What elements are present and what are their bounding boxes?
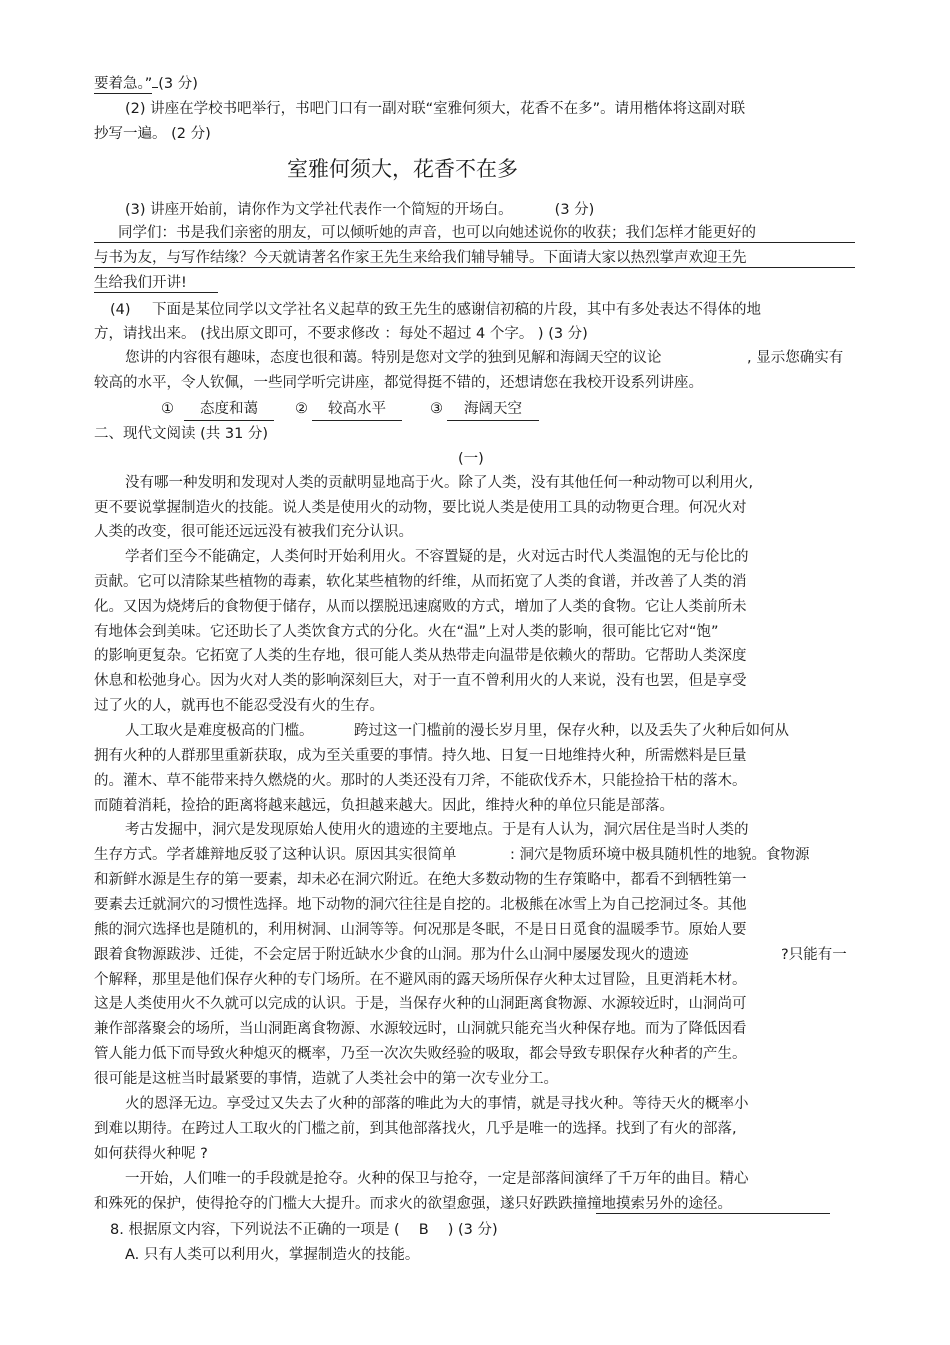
passage-line: 人类的改变，很可能还远远没有被我们充分认识。 [94,524,413,540]
passage-line: 学者们至今不能确定，人类何时开始利用火。不容置疑的是，火对远古时代人类温饱的无与伦比的 [125,549,749,565]
passage-line: 贡献。它可以清除某些植物的毒素，软化某些植物的纤维，从而拓宽了人类的食谱，并改善了人类的消 [94,574,747,590]
passage-line: 一开始，人们唯一的手段就是抢夺。火种的保卫与抢夺，一定是部落间演绎了千万年的曲目。精心 [125,1171,749,1187]
passage-line: 和殊死的保护，使得抢夺的门槛大大提升。而求火的欲望愈强，遂只好跌跌撞撞地摸索另外的途径。 [94,1196,732,1212]
passage-line: 考古发掘中，洞穴是发现原始人使用火的遗迹的主要地点。于是有人认为，洞穴居住是当时人类的 [125,822,749,838]
q8-stem-b: ) (3 分) [447,1222,498,1238]
passage-line: 到难以期待。在跨过人工取火的门槛之前，到其他部落找火，几乎是唯一的选择。找到了有火的部落, [94,1121,737,1137]
answer-mark-3: ③ [430,401,443,417]
q3-prompt [125,200,594,220]
q3-prompt-text: (3) 讲座开始前，请你作为文学社代表作一个简短的开场白。 [125,202,513,218]
q2-line2: 抄写一遍。 (2 分) [94,126,211,142]
passage-line: 跟着食物源跋涉、迁徙，不会定居于附近缺水少食的山洞。那为什么山洞中屡屡发现火的遗迹 [94,947,689,963]
q2-line1: (2) 讲座在学校书吧举行，书吧门口有一副对联“室雅何须大，花香不在多”。请用楷体将这副对联 [125,101,746,117]
letter-line2: 较高的水平，令人钦佩，一些同学听完讲座，都觉得挺不错的，还想请您在我校开设系列讲座。 [94,375,703,391]
q4-answer-3 [430,399,539,421]
q4-answer-2 [295,399,402,421]
passage-line: 和新鲜水源是生存的第一要素，却未必在洞穴附近。在绝大多数动物的生存策略中，都看不到牺牲第一 [94,872,747,888]
q4-line1: 下面是某位同学以文学社名义起草的致王先生的感谢信初稿的片段，其中有多处表达不得体的地 [152,302,761,318]
passage-line: 过了火的人，就再也不能忍受没有火的生存。 [94,698,384,714]
passage-line: 拥有火种的人群那里重新获取，成为至关重要的事情。持久地、日复一日地维持火种，所需燃料是巨量 [94,748,747,764]
passage-line: 的影响更复杂。它拓宽了人类的生存地，很可能人类从热带走向温带是依赖火的帮助。它帮助人类深度 [94,648,747,664]
passage-line: 熊的洞穴选择也是随机的，利用树洞、山洞等等。何况那是冬眠，不是日日觅食的温暖季节。原始人要 [94,922,747,938]
passage-line: 更不要说掌握制造火的技能。说人类是使用火的动物，要比说人类是使用工具的动物更合理。何况火对 [94,500,747,516]
q3-answer-line2: 与书为友，与写作结缘？今天就请著名作家王先生来给我们辅导辅导。下面请大家以热烈掌声欢迎王先 [94,250,747,266]
passage-line: 管人能力低下而导致火种熄灭的概率，乃至一次次失败经验的吸取，都会导致专职保存火种者的产生。 [94,1046,747,1062]
q4-answer-1 [161,399,274,421]
passage-line: 个解释，那里是他们保存火种的专门场所。在不避风雨的露天场所保存火种太过冒险，且更消耗木材。 [94,972,747,988]
passage-line: 兼作部落聚会的场所，当山洞距离食物源、水源较远时，山洞就只能充当火种保存地。而为了降低因看 [94,1021,747,1037]
answer-rule-2 [94,267,855,268]
letter-line1a: 您讲的内容很有趣味，态度也很和蔼。特别是您对文学的独到见解和海阔天空的议论 [125,350,662,366]
answer-mark-2: ② [295,401,308,417]
passage-underline [596,1213,830,1214]
passage-line: 跨过这一门槛前的漫长岁月里，保存火种，以及丢失了火种后如何从 [354,723,789,739]
answer-rule-3 [94,292,218,293]
q1-tail [94,74,198,94]
part-heading: (一) [458,451,484,467]
passage-line: 化。又因为烧烤后的食物便于储存，从而以摆脱迅速腐败的方式，增加了人类的食物。它让人类前所未 [94,599,747,615]
passage-line: 而随着消耗，捡拾的距离将越来越远，负担越来越大。因此，维持火种的单位只能是部落。 [94,798,674,814]
couplet-answer: 室雅何须大，花香不在多 [287,157,518,181]
q3-answer-line3: 生给我们开讲! [94,275,187,291]
q8-stem-a: 8. 根据原文内容，下列说法不正确的一项是 ( [110,1222,400,1238]
answer-text-1: 态度和蔼 [184,399,274,421]
passage-line: 这是人类使用火不久就可以完成的认识。于是，当保存火种的山洞距离食物源、水源较近时，山洞尚可 [94,996,747,1012]
passage-line: 没有哪一种发明和发现对人类的贡献明显地高于火。除了人类，没有其他任何一种动物可以利用火, [125,475,754,491]
passage-line: 有地体会到美味。它还助长了人类饮食方式的分化。火在“温”上对人类的影响，很可能比它对“饱” [94,624,719,640]
letter-line1b: , 显示您确实有 [747,350,844,366]
passage-line: : 洞穴是物质环境中极具随机性的地貌。食物源 [510,847,810,863]
passage-line: 休息和松弛身心。因为火对人类的影响深刻巨大，对于一直不曾利用火的人来说，没有也罢，但是享受 [94,673,747,689]
q3-score: (3 分) [554,202,595,218]
q8-option-a: A. 只有人类可以利用火，掌握制造火的技能。 [125,1247,420,1263]
q8-stem [110,1220,498,1240]
q4-line2: 方，请找出来。 (找出原文即可，不要求修改 ：每处不超过 4 个字。 ) (3 分) [94,326,588,342]
answer-mark-1: ① [161,401,174,417]
section-heading: 二、现代文阅读 (共 31 分) [94,426,269,442]
q1-tail-score: (3 分) [158,76,198,92]
passage-line: 生存方式。学者雄辩地反驳了这种认识。原因其实很简单 [94,847,457,863]
answer-text-3: 海阔天空 [447,399,539,421]
passage-line: 如何获得火种呢 ? [94,1146,208,1162]
passage-line: 火的恩泽无边。享受过又失去了火种的部落的唯此为大的事情，就是寻找火种。等待天火的概率小 [125,1096,749,1112]
answer-text-2: 较高水平 [312,399,402,421]
passage-line: 的。灌木、草不能带来持久燃烧的火。那时的人类还没有刀斧，不能砍伐乔木，只能捡拾干枯的落木。 [94,773,747,789]
q8-answer: B [418,1222,429,1238]
passage-line: 要素去迁就洞穴的习惯性选择。地下动物的洞穴往往是自挖的。北极熊在冰雪上为自己挖洞过冬。其他 [94,897,747,913]
q4-num: (4) [110,302,131,318]
q1-tail-text: 要着急。” [94,76,153,92]
answer-rule-1 [94,242,855,243]
passage-line: ?只能有一 [781,947,847,963]
passage-line: 很可能是这桩当时最紧要的事情，造就了人类社会中的第一次专业分工。 [94,1071,558,1087]
passage-line: 人工取火是难度极高的门槛。 [125,723,314,739]
q3-answer-line1: 同学们：书是我们亲密的朋友，可以倾听她的声音，也可以向她述说你的收获；我们怎样才能更好的 [118,225,756,241]
